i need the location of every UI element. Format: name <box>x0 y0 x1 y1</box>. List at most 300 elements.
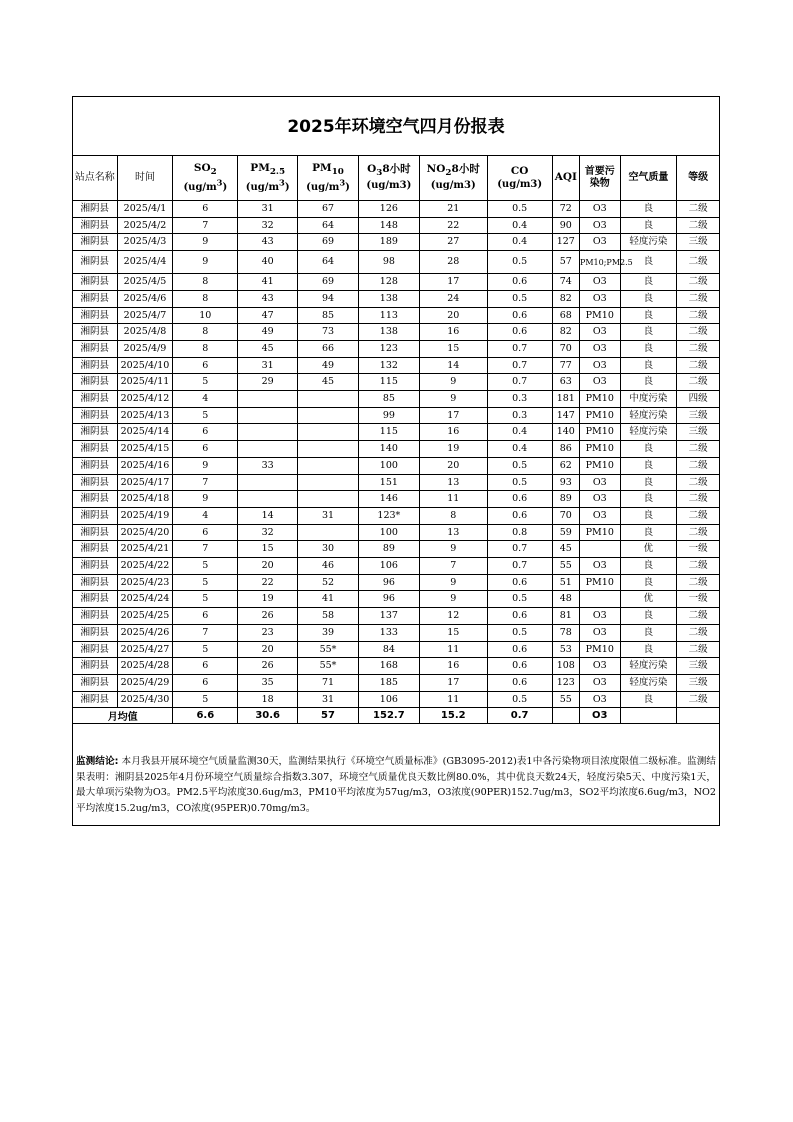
cell-aqi: 68 <box>552 307 579 324</box>
table-row <box>73 441 720 458</box>
cell-o3: 84 <box>358 641 419 658</box>
cell-primary: O3 <box>579 624 620 641</box>
table-row <box>73 474 720 491</box>
table-row <box>73 357 720 374</box>
cell-quality: 良 <box>620 251 677 274</box>
cell-date: 2025/4/14 <box>117 424 173 441</box>
cell-co: 0.6 <box>487 307 552 324</box>
monitoring-conclusion <box>76 754 716 816</box>
cell-pm10 <box>298 424 359 441</box>
cell-no2: 20 <box>419 307 487 324</box>
header-pm10-unit: $(ug/m^3)$ <box>306 177 350 193</box>
header-pm10-label: PM <box>312 161 332 174</box>
cell-so2: 6 <box>173 658 238 675</box>
cell-date: 2025/4/10 <box>117 357 173 374</box>
cell-grade: 三级 <box>677 234 720 251</box>
cell-so2: 8 <box>173 324 238 341</box>
cell-so2: 5 <box>173 574 238 591</box>
cell-quality: 轻度污染 <box>620 658 677 675</box>
cell-station: 湘阴县 <box>73 641 118 658</box>
cell-grade: 二级 <box>677 290 720 307</box>
cell-no2: 16 <box>419 424 487 441</box>
header-so2-label: SO <box>193 161 211 174</box>
cell-station: 湘阴县 <box>73 524 118 541</box>
cell-grade: 二级 <box>677 201 720 218</box>
cell-quality: 优 <box>620 591 677 608</box>
average-quality <box>620 708 677 724</box>
table-row <box>73 591 720 608</box>
cell-date: 2025/4/21 <box>117 541 173 558</box>
cell-co: 0.7 <box>487 541 552 558</box>
cell-pm25: 43 <box>238 234 298 251</box>
cell-co: 0.4 <box>487 441 552 458</box>
cell-so2: 6 <box>173 524 238 541</box>
cell-no2: 13 <box>419 524 487 541</box>
cell-station: 湘阴县 <box>73 674 118 691</box>
cell-aqi: 82 <box>552 290 579 307</box>
cell-quality: 轻度污染 <box>620 407 677 424</box>
cell-quality: 良 <box>620 608 677 625</box>
cell-aqi: 72 <box>552 201 579 218</box>
cell-grade: 二级 <box>677 457 720 474</box>
cell-date: 2025/4/16 <box>117 457 173 474</box>
header-so2 <box>173 156 238 201</box>
cell-pm25: 20 <box>238 558 298 575</box>
cell-so2: 7 <box>173 624 238 641</box>
cell-station: 湘阴县 <box>73 558 118 575</box>
cell-primary: PM10 <box>579 391 620 408</box>
cell-date: 2025/4/11 <box>117 374 173 391</box>
cell-grade: 二级 <box>677 624 720 641</box>
cell-pm25 <box>238 474 298 491</box>
cell-primary: O3 <box>579 357 620 374</box>
cell-so2: 9 <box>173 457 238 474</box>
cell-so2: 4 <box>173 391 238 408</box>
average-o3: 152.7 <box>358 708 419 724</box>
header-so2-unit: $(ug/m^3)$ <box>183 177 228 193</box>
cell-aqi: 90 <box>552 217 579 234</box>
cell-station: 湘阴县 <box>73 407 118 424</box>
header-so2-sub: 2 <box>210 166 217 177</box>
cell-pm25 <box>238 407 298 424</box>
cell-primary: PM10;PM2.5 <box>579 251 620 274</box>
cell-aqi: 57 <box>552 251 579 274</box>
table-row <box>73 407 720 424</box>
cell-pm10: 30 <box>298 541 359 558</box>
cell-primary: PM10 <box>579 424 620 441</box>
average-primary: O3 <box>579 708 620 724</box>
cell-pm10 <box>298 441 359 458</box>
cell-station: 湘阴县 <box>73 234 118 251</box>
table-row <box>73 491 720 508</box>
cell-primary <box>579 591 620 608</box>
cell-so2: 8 <box>173 274 238 291</box>
cell-aqi: 140 <box>552 424 579 441</box>
cell-no2: 9 <box>419 541 487 558</box>
cell-co: 0.4 <box>487 217 552 234</box>
cell-station: 湘阴县 <box>73 507 118 524</box>
cell-pm10: 66 <box>298 340 359 357</box>
cell-pm25: 19 <box>238 591 298 608</box>
cell-quality: 良 <box>620 274 677 291</box>
cell-pm10: 31 <box>298 507 359 524</box>
cell-pm25: 41 <box>238 274 298 291</box>
cell-aqi: 86 <box>552 441 579 458</box>
cell-no2: 14 <box>419 357 487 374</box>
cell-date: 2025/4/15 <box>117 441 173 458</box>
cell-pm25: 35 <box>238 674 298 691</box>
cell-quality: 良 <box>620 641 677 658</box>
cell-o3: 123* <box>358 507 419 524</box>
header-aqi: AQI <box>552 156 579 201</box>
cell-o3: 115 <box>358 374 419 391</box>
cell-co: 0.5 <box>487 457 552 474</box>
cell-pm25: 23 <box>238 624 298 641</box>
cell-primary: O3 <box>579 608 620 625</box>
cell-aqi: 74 <box>552 274 579 291</box>
average-grade <box>677 708 720 724</box>
cell-pm25: 32 <box>238 217 298 234</box>
cell-aqi: 181 <box>552 391 579 408</box>
cell-pm10: 69 <box>298 274 359 291</box>
cell-pm10: 64 <box>298 251 359 274</box>
cell-co: 0.7 <box>487 357 552 374</box>
cell-pm25: 33 <box>238 457 298 474</box>
cell-no2: 17 <box>419 407 487 424</box>
cell-aqi: 51 <box>552 574 579 591</box>
cell-so2: 9 <box>173 491 238 508</box>
cell-no2: 13 <box>419 474 487 491</box>
cell-pm25 <box>238 424 298 441</box>
cell-o3: 100 <box>358 457 419 474</box>
cell-pm25: 47 <box>238 307 298 324</box>
cell-aqi: 55 <box>552 558 579 575</box>
cell-so2: 8 <box>173 340 238 357</box>
header-primary: 首要污染物 <box>579 156 620 201</box>
cell-no2: 24 <box>419 290 487 307</box>
table-row <box>73 624 720 641</box>
cell-quality: 轻度污染 <box>620 234 677 251</box>
header-o3 <box>358 156 419 201</box>
cell-pm25: 45 <box>238 340 298 357</box>
cell-pm25 <box>238 391 298 408</box>
table-row <box>73 307 720 324</box>
cell-o3: 106 <box>358 691 419 708</box>
table-row <box>73 424 720 441</box>
cell-so2: 7 <box>173 541 238 558</box>
cell-date: 2025/4/23 <box>117 574 173 591</box>
cell-quality: 良 <box>620 507 677 524</box>
cell-aqi: 77 <box>552 357 579 374</box>
cell-aqi: 82 <box>552 324 579 341</box>
header-no2-unit: (ug/m3) <box>430 180 476 192</box>
header-co <box>487 156 552 201</box>
cell-no2: 15 <box>419 340 487 357</box>
cell-aqi: 147 <box>552 407 579 424</box>
cell-aqi: 78 <box>552 624 579 641</box>
cell-aqi: 123 <box>552 674 579 691</box>
cell-date: 2025/4/26 <box>117 624 173 641</box>
cell-pm25 <box>238 491 298 508</box>
cell-o3: 106 <box>358 558 419 575</box>
cell-o3: 185 <box>358 674 419 691</box>
cell-co: 0.4 <box>487 424 552 441</box>
cell-co: 0.6 <box>487 491 552 508</box>
cell-quality: 良 <box>620 201 677 218</box>
average-pm25: 30.6 <box>238 708 298 724</box>
cell-no2: 21 <box>419 201 487 218</box>
average-so2: 6.6 <box>173 708 238 724</box>
cell-pm25: 32 <box>238 524 298 541</box>
cell-pm25: 20 <box>238 641 298 658</box>
cell-pm25: 22 <box>238 574 298 591</box>
cell-station: 湘阴县 <box>73 391 118 408</box>
cell-pm25: 14 <box>238 507 298 524</box>
cell-co: 0.5 <box>487 251 552 274</box>
cell-o3: 146 <box>358 491 419 508</box>
cell-pm10: 58 <box>298 608 359 625</box>
cell-quality: 良 <box>620 290 677 307</box>
cell-primary: PM10 <box>579 574 620 591</box>
cell-primary: PM10 <box>579 641 620 658</box>
cell-date: 2025/4/6 <box>117 290 173 307</box>
cell-o3: 133 <box>358 624 419 641</box>
cell-o3: 132 <box>358 357 419 374</box>
cell-quality: 优 <box>620 541 677 558</box>
cell-pm10: 71 <box>298 674 359 691</box>
cell-grade: 一级 <box>677 541 720 558</box>
cell-no2: 16 <box>419 324 487 341</box>
cell-grade: 三级 <box>677 424 720 441</box>
average-co: 0.7 <box>487 708 552 724</box>
table-row <box>73 374 720 391</box>
cell-quality: 良 <box>620 357 677 374</box>
report-table <box>72 155 720 724</box>
cell-o3: 151 <box>358 474 419 491</box>
cell-station: 湘阴县 <box>73 624 118 641</box>
cell-co: 0.6 <box>487 608 552 625</box>
cell-grade: 三级 <box>677 658 720 675</box>
cell-co: 0.6 <box>487 674 552 691</box>
cell-primary: PM10 <box>579 524 620 541</box>
cell-co: 0.4 <box>487 234 552 251</box>
table-row <box>73 608 720 625</box>
header-pm25-sub: 2.5 <box>269 166 286 177</box>
cell-pm10 <box>298 491 359 508</box>
cell-primary: O3 <box>579 290 620 307</box>
cell-pm10: 67 <box>298 201 359 218</box>
cell-no2: 22 <box>419 217 487 234</box>
cell-pm25: 31 <box>238 357 298 374</box>
table-row <box>73 391 720 408</box>
cell-grade: 二级 <box>677 691 720 708</box>
cell-co: 0.5 <box>487 591 552 608</box>
cell-pm10: 49 <box>298 357 359 374</box>
cell-grade: 一级 <box>677 591 720 608</box>
cell-station: 湘阴县 <box>73 658 118 675</box>
cell-so2: 6 <box>173 201 238 218</box>
cell-date: 2025/4/20 <box>117 524 173 541</box>
header-pm10 <box>298 156 359 201</box>
table-row <box>73 674 720 691</box>
table-row <box>73 201 720 218</box>
cell-grade: 二级 <box>677 274 720 291</box>
cell-co: 0.6 <box>487 574 552 591</box>
cell-primary: O3 <box>579 201 620 218</box>
cell-date: 2025/4/13 <box>117 407 173 424</box>
cell-quality: 良 <box>620 307 677 324</box>
cell-date: 2025/4/17 <box>117 474 173 491</box>
cell-o3: 96 <box>358 591 419 608</box>
cell-station: 湘阴县 <box>73 274 118 291</box>
cell-primary: O3 <box>579 217 620 234</box>
cell-co: 0.5 <box>487 691 552 708</box>
cell-station: 湘阴县 <box>73 307 118 324</box>
cell-pm10 <box>298 474 359 491</box>
cell-primary: PM10 <box>579 441 620 458</box>
cell-pm10 <box>298 524 359 541</box>
cell-quality: 良 <box>620 374 677 391</box>
cell-pm10: 55* <box>298 658 359 675</box>
cell-date: 2025/4/22 <box>117 558 173 575</box>
cell-date: 2025/4/8 <box>117 324 173 341</box>
cell-pm25: 15 <box>238 541 298 558</box>
cell-o3: 148 <box>358 217 419 234</box>
header-no2-sub: 2 <box>445 168 452 179</box>
cell-pm10 <box>298 391 359 408</box>
cell-so2: 6 <box>173 674 238 691</box>
cell-aqi: 89 <box>552 491 579 508</box>
cell-station: 湘阴县 <box>73 217 118 234</box>
cell-primary: PM10 <box>579 307 620 324</box>
header-o3-label: O <box>367 163 377 176</box>
cell-date: 2025/4/9 <box>117 340 173 357</box>
cell-date: 2025/4/27 <box>117 641 173 658</box>
cell-pm10: 55* <box>298 641 359 658</box>
cell-station: 湘阴县 <box>73 290 118 307</box>
cell-primary: O3 <box>579 507 620 524</box>
cell-pm25: 26 <box>238 608 298 625</box>
cell-aqi: 63 <box>552 374 579 391</box>
cell-grade: 二级 <box>677 374 720 391</box>
table-row <box>73 641 720 658</box>
cell-o3: 168 <box>358 658 419 675</box>
header-quality: 空气质量 <box>620 156 677 201</box>
cell-quality: 良 <box>620 524 677 541</box>
cell-aqi: 62 <box>552 457 579 474</box>
cell-primary: PM10 <box>579 457 620 474</box>
cell-quality: 轻度污染 <box>620 424 677 441</box>
cell-co: 0.5 <box>487 624 552 641</box>
table-row <box>73 274 720 291</box>
cell-o3: 113 <box>358 307 419 324</box>
cell-station: 湘阴县 <box>73 691 118 708</box>
cell-quality: 良 <box>620 691 677 708</box>
cell-grade: 二级 <box>677 324 720 341</box>
cell-co: 0.7 <box>487 340 552 357</box>
report-frame <box>72 96 720 826</box>
cell-station: 湘阴县 <box>73 608 118 625</box>
cell-pm25: 40 <box>238 251 298 274</box>
cell-station: 湘阴县 <box>73 541 118 558</box>
cell-o3: 98 <box>358 251 419 274</box>
cell-grade: 三级 <box>677 674 720 691</box>
cell-no2: 11 <box>419 641 487 658</box>
cell-o3: 100 <box>358 524 419 541</box>
cell-quality: 良 <box>620 574 677 591</box>
cell-station: 湘阴县 <box>73 574 118 591</box>
cell-so2: 5 <box>173 407 238 424</box>
cell-o3: 85 <box>358 391 419 408</box>
conclusion-text: 本月我县开展环境空气质量监测30天，监测结果执行《环境空气质量标准》(GB3095-2012)表1中各污染物项目浓度限值二级标准。监测结果表明：湘阴县2025年4月份环境空气质量综合指数3.307，环境空气质量优良天数比例80.0%，其中优良天数24天，轻度污染5天、中度污染1天，最大单项污染物为O3。PM2.5平均浓度30.6ug/m3，PM10平均浓度为57ug/m3，O3浓度(90PER)152.7ug/m3，SO2平均浓度6.6ug/m3，NO2平均浓度15.2ug/m3，CO浓度(95PER)0.70mg/m3。 <box>76 756 716 814</box>
cell-no2: 19 <box>419 441 487 458</box>
cell-primary <box>579 541 620 558</box>
cell-co: 0.6 <box>487 641 552 658</box>
cell-grade: 二级 <box>677 507 720 524</box>
header-row <box>73 156 720 201</box>
cell-date: 2025/4/2 <box>117 217 173 234</box>
cell-quality: 良 <box>620 340 677 357</box>
header-o3-unit: (ug/m3) <box>366 180 412 192</box>
average-label: 月均值 <box>73 708 173 724</box>
cell-primary: O3 <box>579 374 620 391</box>
cell-primary: O3 <box>579 558 620 575</box>
header-no2-rest: 8小时 <box>451 163 480 176</box>
cell-no2: 15 <box>419 624 487 641</box>
header-pm10-sub: 10 <box>331 166 344 177</box>
cell-o3: 137 <box>358 608 419 625</box>
cell-no2: 9 <box>419 391 487 408</box>
cell-primary: O3 <box>579 474 620 491</box>
table-row <box>73 658 720 675</box>
cell-co: 0.6 <box>487 274 552 291</box>
header-co-label: CO <box>510 164 529 177</box>
cell-primary: PM10 <box>579 407 620 424</box>
cell-co: 0.3 <box>487 407 552 424</box>
cell-so2: 5 <box>173 691 238 708</box>
cell-station: 湘阴县 <box>73 457 118 474</box>
cell-date: 2025/4/4 <box>117 251 173 274</box>
cell-grade: 二级 <box>677 608 720 625</box>
cell-grade: 二级 <box>677 340 720 357</box>
header-o3-rest: 8小时 <box>382 163 411 176</box>
table-row <box>73 541 720 558</box>
cell-o3: 138 <box>358 324 419 341</box>
cell-co: 0.6 <box>487 324 552 341</box>
cell-station: 湘阴县 <box>73 357 118 374</box>
cell-date: 2025/4/5 <box>117 274 173 291</box>
cell-pm25: 31 <box>238 201 298 218</box>
cell-pm10: 31 <box>298 691 359 708</box>
header-o3-sub: 3 <box>376 168 383 179</box>
cell-co: 0.3 <box>487 391 552 408</box>
cell-aqi: 59 <box>552 524 579 541</box>
cell-pm25: 29 <box>238 374 298 391</box>
cell-no2: 7 <box>419 558 487 575</box>
cell-pm25: 18 <box>238 691 298 708</box>
header-co-unit: (ug/m3) <box>497 178 543 190</box>
cell-aqi: 48 <box>552 591 579 608</box>
cell-pm25: 26 <box>238 658 298 675</box>
cell-aqi: 45 <box>552 541 579 558</box>
cell-pm10: 69 <box>298 234 359 251</box>
cell-date: 2025/4/30 <box>117 691 173 708</box>
cell-primary: O3 <box>579 324 620 341</box>
table-row <box>73 340 720 357</box>
cell-co: 0.6 <box>487 658 552 675</box>
cell-quality: 中度污染 <box>620 391 677 408</box>
average-no2: 15.2 <box>419 708 487 724</box>
